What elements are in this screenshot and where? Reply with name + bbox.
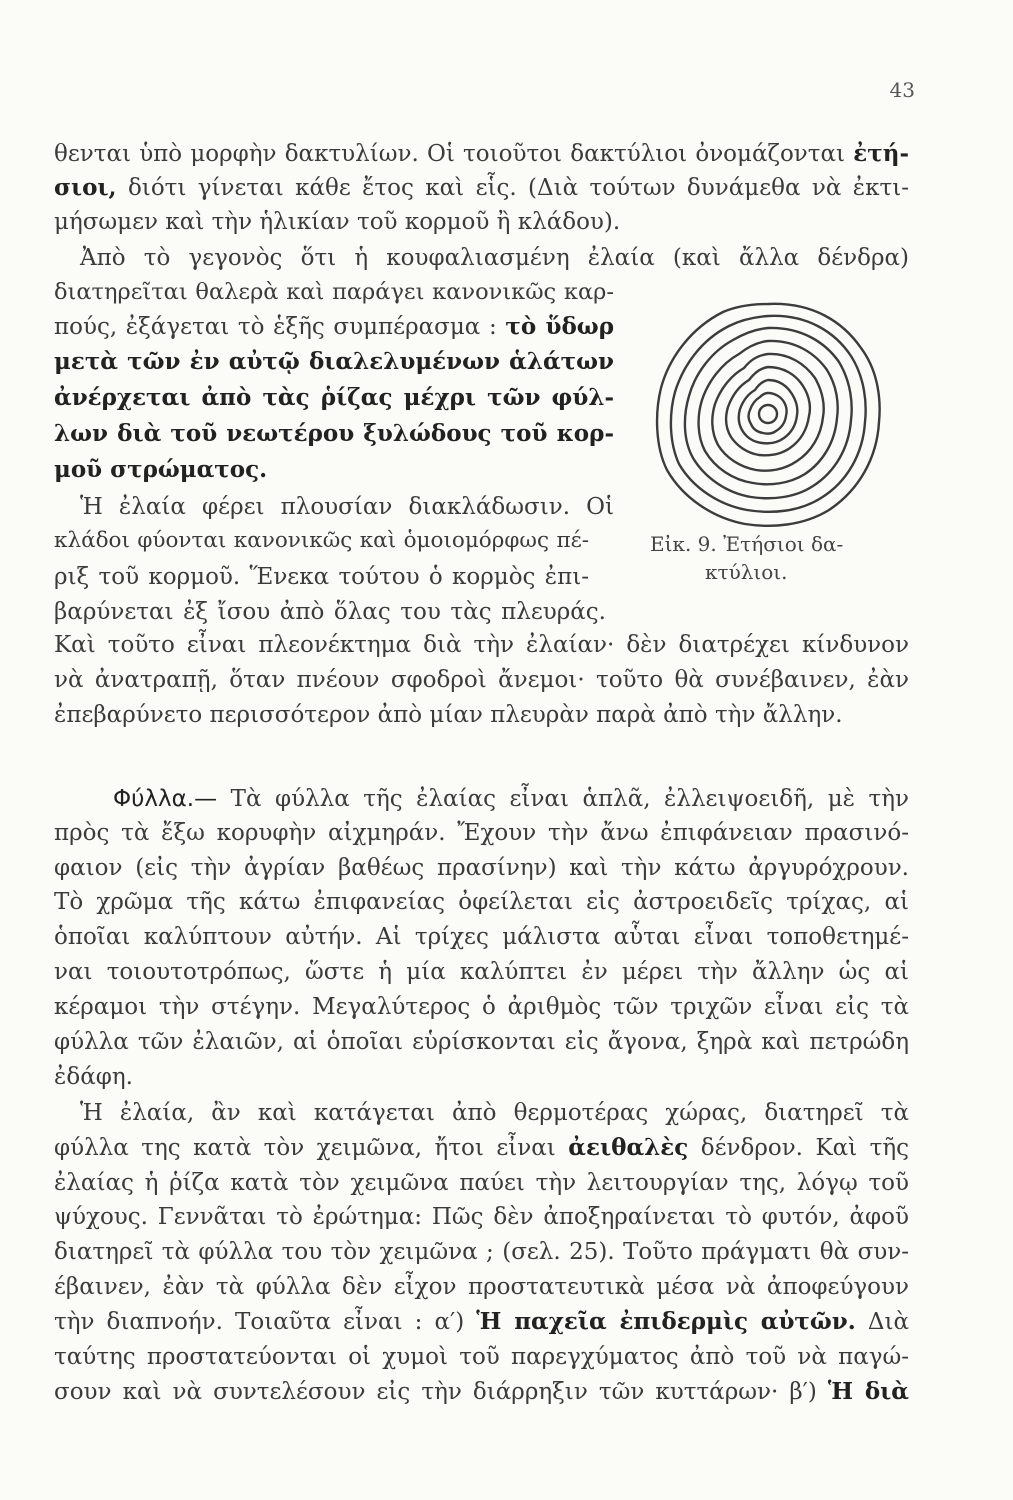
text-line: φαιον (εἰς τὴν ἀγρίαν βαθέως πρασίνην) καὶ τὴν κάτω ἀργυρόχρουν.: [54, 855, 909, 881]
text-line: πρὸς τὰ ἔξω κορυφὴν αἰχμηράν. Ἔχουν τὴν ἄνω ἐπιφάνειαν πρασινό-: [54, 820, 909, 846]
bold-term: τὸ ὕδωρ: [505, 313, 614, 340]
text-line: ἐπεβαρύνετο περισσότερον ἀπὸ μίαν πλευρὰν παρὰ ἀπὸ τὴν ἄλλην.: [54, 702, 843, 728]
text-line: [54, 310, 614, 344]
text: φύλλα της κατὰ τὸν χειμῶνα, ἤτοι εἶναι: [54, 1135, 556, 1161]
text-line: Ἡ ἐλαία φέρει πλουσίαν διακλάδωσιν. Οἱ: [80, 494, 614, 520]
text-line: λων διὰ τοῦ νεωτέρου ξυλώδους τοῦ κορ-: [54, 420, 614, 447]
ring: [657, 304, 880, 526]
section-heading: Φύλλα.—: [113, 786, 218, 812]
text-line: ἐδάφη.: [54, 1064, 133, 1090]
figure-caption: [650, 530, 895, 586]
ring: [749, 393, 787, 434]
text-line: ἐλαίας ἡ ῥίζα κατὰ τὸν χειμῶνα παύει τὴν λειτουργίαν της, λόγῳ τοῦ: [54, 1170, 909, 1196]
annual-rings-figure: [653, 300, 883, 530]
text-line: ψύχους. Γεννᾶται τὸ ἐρώτημα: Πῶς δὲν ἀποξηραίνεται τὸ φυτόν, ἀφοῦ: [54, 1204, 909, 1230]
bold-term: ἀειθαλὲς: [568, 1134, 689, 1161]
text-line: κέραμοι τὴν στέγην. Μεγαλύτερος ὁ ἀριθμὸς τῶν τριχῶν εἶναι εἰς τὰ: [54, 994, 909, 1020]
text-line: έβαινεν, ἐὰν τὰ φύλλα δὲν εἶχον προστατευτικὰ μέσα νὰ ἀποφεύγουν: [54, 1274, 909, 1300]
text: θενται ὑπὸ μορφὴν δακτυλίων. Οἱ τοιοῦτοι δακτύλιοι ὀνομάζονται: [54, 141, 846, 167]
text-line: Ἡ ἐλαία, ἂν καὶ κατάγεται ἀπὸ θερμοτέρας χώρας, διατηρεῖ τὰ: [80, 1100, 909, 1126]
text: διότι γίνεται κάθε ἔτος καὶ εἷς. (Διὰ τούτων δυνάμεθα νὰ ἐκτι-: [127, 175, 909, 201]
text-line: ριξ τοῦ κορμοῦ. Ἕνεκα τούτου ὁ κορμὸς ἐπι-: [54, 564, 589, 590]
text-line: μετὰ τῶν ἐν αὐτῷ διαλελυμένων ἁλάτων: [54, 348, 614, 375]
text-line: [54, 1305, 909, 1339]
ring: [712, 354, 823, 471]
text-line: Καὶ τοῦτο εἶναι πλεονέκτημα διὰ τὴν ἐλαίαν· δὲν διατρέχει κίνδυνον: [54, 632, 909, 658]
text-line: ναι τοιουτοτρόπως, ὥστε ἡ μία καλύπτει ἐν μέρει τὴν ἄλλην ὡς αἱ: [54, 959, 909, 985]
text: Τὰ φύλλα τῆς ἐλαίας εἶναι ἁπλᾶ, ἐλλειψοειδῆ, μὲ τὴν: [230, 786, 909, 812]
bold-term: ἐτή-: [853, 140, 909, 167]
text-line: διατηρεῖται θαλερὰ καὶ παράγει κανονικῶς καρ-: [54, 279, 614, 305]
text-line: Ἀπὸ τὸ γεγονὸς ὅτι ἡ κουφαλιασμένη ἐλαία (καὶ ἄλλα δένδρα): [80, 245, 909, 271]
text-line: φύλλα τῶν ἐλαιῶν, αἱ ὁποῖαι εὑρίσκονται εἰς ἄγονα, ξηρὰ καὶ πετρώδη: [54, 1029, 909, 1055]
text: δένδρον. Καὶ τῆς: [700, 1135, 910, 1161]
ring: [699, 341, 838, 484]
text: σουν καὶ νὰ συντελέσουν εἰς τὴν διάρρηξιν τῶν κυττάρων· β′): [54, 1379, 817, 1405]
text-line: [54, 137, 909, 171]
text-line: [54, 1131, 909, 1165]
text-line: ὁποῖαι καλύπτουν αὐτήν. Αἱ τρίχες μάλιστα αὗται εἶναι τοποθετημέ-: [54, 924, 909, 950]
text: τὴν διαπνοήν. Τοιαῦτα εἶναι : α′): [54, 1309, 465, 1335]
text: Διὰ: [867, 1309, 909, 1335]
bold-term: Ἡ παχεῖα ἐπιδερμὶς αὐτῶν.: [476, 1308, 856, 1335]
text-line: κλάδοι φύονται κανονικῶς καὶ ὁμοιομόρφως πέ-: [54, 528, 589, 553]
text-line: μήσωμεν καὶ τὴν ἡλικίαν τοῦ κορμοῦ ἢ κλάδου).: [54, 209, 621, 235]
text-line: μοῦ στρώματος.: [54, 456, 268, 483]
text-line: νὰ ἀνατραπῇ, ὅταν πνέουν σφοδροὶ ἄνεμοι· τοῦτο θὰ συνέβαινεν, ἐὰν: [54, 667, 909, 693]
bold-term: σιοι,: [54, 174, 117, 201]
text-line: ταύτης προστατεύονται οἱ χυμοὶ τοῦ παρεγχύματος ἀπὸ τοῦ νὰ παγώ-: [54, 1344, 909, 1370]
caption-line: κτύλιοι.: [705, 560, 788, 584]
text: πούς, ἐξάγεται τὸ ἑξῆς συμπέρασμα :: [54, 314, 497, 340]
text-line: διατηρεῖ τὰ φύλλα του τὸν χειμῶνα ; (σελ. 25). Τοῦτο πράγματι θὰ συν-: [54, 1239, 909, 1265]
text-line: ἀνέρχεται ἀπὸ τὰς ῥίζας μέχρι τῶν φύλ-: [54, 384, 614, 411]
page-number: 43: [889, 78, 915, 102]
text-line: [54, 1375, 909, 1409]
pith: [759, 405, 777, 423]
bold-term: Ἡ διὰ: [827, 1378, 909, 1405]
text-line: Τὸ χρῶμα τῆς κάτω ἐπιφανείας ὀφείλεται εἰς ἀστροειδεῖς τρίχας, αἱ: [54, 889, 909, 915]
caption-line: Εἰκ. 9. Ἐτήσιοι δα-: [650, 532, 844, 556]
text-line: βαρύνεται ἐξ ἴσου ἀπὸ ὅλας του τὰς πλευράς.: [54, 599, 606, 625]
text-line: [54, 171, 909, 205]
text-line: [113, 782, 909, 816]
